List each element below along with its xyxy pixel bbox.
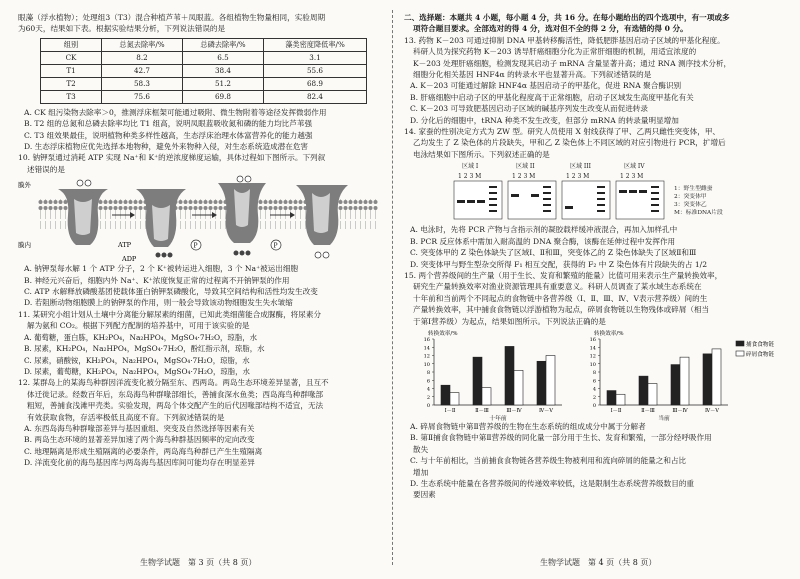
- bar: [482, 388, 491, 405]
- q15-option-d-cont: 要因素: [413, 490, 436, 500]
- q14-option-a: A. 电泳时，先将 PCR 产物与含指示剂的凝胶载样缓冲液混合，再加入加样孔中: [410, 225, 678, 235]
- y-tick-label: 10: [423, 361, 430, 368]
- table-row: [41, 90, 367, 103]
- table-header: 藻类密度降低率/%: [264, 38, 367, 51]
- sodium-ions: [156, 251, 251, 258]
- gel-lanes-label: 1 2 3 M: [566, 173, 590, 181]
- q12-option-a: A. 东西岛海鸟种群喙部差异与基因重组、突变及自然选择等因素有关: [24, 423, 255, 433]
- page-footer-left: 生物学试题 第 3 页（共 8 页）: [140, 558, 257, 567]
- page-footer-right: 生物学试题 第 4 页（共 8 页）: [540, 558, 657, 567]
- q14-stem: 电泳结果如下图所示。下列叙述正确的是: [413, 149, 550, 159]
- y-axis-label: 转换效率/%: [428, 330, 458, 337]
- section-title: 项符合题目要求。全部选对的得 4 分，选对但不全的得 2 分，有选错的得 0 分。: [413, 24, 688, 34]
- x-tick-label: Ⅲ－Ⅳ: [672, 407, 688, 414]
- q14-stem: 14. 家蚕的性别决定方式为 ZW 型。研究人员使用 X 射线获得了甲、乙两只雌性突变体，甲、: [404, 127, 721, 137]
- q13-option-b: B. 肝癌细胞中启动子区的甲基化程度高于正常细胞，启动子区域发生高度甲基化有关: [410, 92, 694, 102]
- panel-title: 当前: [658, 415, 670, 421]
- q10-option-c: C. ATP 水解释放磷酸基团使载体蛋白钠钾泵磷酸化，导致其空间结构和活性均发生改变: [24, 287, 318, 297]
- efficiency-chart-svg: [404, 327, 786, 421]
- table-cell: 75.6: [102, 90, 183, 103]
- legend-swatch: [736, 351, 744, 356]
- efficiency-chart: [404, 327, 786, 421]
- q15-option-d: D. 生态系统中能量在各营养级间的传递效率较低，这是限制生态系统营养级数目的重: [410, 478, 695, 488]
- table-cell: 42.7: [102, 64, 183, 77]
- q12-stem: 有效获取食物，存活率极低且高度不育。下列叙述错误的是: [27, 412, 225, 422]
- x-tick-label: Ⅱ－Ⅲ: [641, 407, 655, 414]
- bar: [546, 355, 555, 405]
- q10-stem: 10. 钠钾泵通过消耗 ATP 实现 Na⁺和 K⁺的逆浓度梯度运输，具体过程如下图所示。下列叙: [18, 153, 326, 163]
- table-cell: 3.1: [264, 51, 367, 64]
- pump-diagram: [18, 175, 380, 263]
- gel-lanes-label: 1 2 3 M: [512, 173, 536, 181]
- q13-stem: 13. 药物 K－203 可通过抑制 DNA 甲基转移酶活性，降低肥胖基因启动子区域的甲基化程度。: [404, 35, 725, 45]
- gel-lanes-label: 1 2 3 M: [458, 173, 482, 181]
- table-header: 总氮去除率/%: [102, 38, 183, 51]
- q12-option-c: C. 地理隔离是形成生殖隔离的必要条件，两岛海鸟种群已产生生殖隔离: [24, 446, 263, 456]
- q9-option-a: A. CK 组污染物去除率＞0，推测浮床框架可能通过吸附、微生物附着等途径发挥微弱作用: [24, 107, 327, 117]
- y-tick-label: 6: [592, 378, 596, 385]
- table-cell: 68.9: [264, 77, 367, 90]
- y-tick-label: 4: [592, 386, 596, 393]
- x-tick-label: Ⅳ－Ⅴ: [538, 407, 554, 414]
- bar: [712, 349, 721, 405]
- table-cell: CK: [41, 51, 102, 64]
- y-tick-label: 12: [423, 353, 430, 360]
- x-tick-label: Ⅱ－Ⅲ: [475, 407, 489, 414]
- table-row: [41, 77, 367, 90]
- q13-stem: K－203 处理肝癌细胞，检测发现其启动子 mRNA 含量显著升高；通过 RNA 测序技术分析，: [413, 58, 732, 68]
- q12-stem: 12. 某群岛上的某海鸟种群因洋流变化被分隔至东、西两岛。两岛生态环境差异显著，且互不: [18, 378, 329, 388]
- q15-stem: 产量转换效率，其中捕食食物链以浮游植物为起点，碎屑食物链以生物残体或碎屑（相当: [413, 305, 710, 315]
- gel-legend-item: 3：突变体乙: [674, 202, 707, 209]
- right-column: [404, 12, 786, 501]
- q11-option-a: A. 葡萄糖，蛋白胨，KH₂PO₄，Na₂HPO₄，MgSO₄·7H₂O，琼脂，水: [24, 332, 257, 342]
- bar: [703, 354, 712, 405]
- table-cell: 6.5: [183, 51, 264, 64]
- adp-label: ADP: [122, 255, 137, 264]
- q13-option-c: C. K－203 可导致肥基因启动子区域的碱基序列发生改变从而促进转录: [410, 104, 648, 114]
- bar: [505, 346, 514, 405]
- phosphate-label: P: [193, 242, 198, 250]
- bar: [514, 370, 523, 405]
- y-tick-label: 12: [589, 353, 596, 360]
- y-tick-label: 0: [592, 402, 596, 409]
- q12-option-b: B. 两岛生态环境的显著差异加速了两个海鸟种群基因频率的定向改变: [24, 435, 255, 445]
- phosphate-label: P: [273, 242, 278, 250]
- bar: [537, 361, 546, 405]
- pump-figure: [18, 175, 380, 263]
- q13-stem: 细胞分化相关基因 HNF4α 的转录水平也显著升高。下列叙述错误的是: [413, 70, 652, 80]
- q11-stem: 解为氨和 CO₂。根据下列配方配制的培养基中，可用于该实验的是: [27, 321, 250, 331]
- legend-swatch: [736, 341, 744, 346]
- y-tick-label: 0: [426, 402, 430, 409]
- gel-diagram: [404, 160, 786, 224]
- q10-option-a: A. 钠钾泵每水解 1 个 ATP 分子，2 个 K⁺被转运进入细胞，3 个 Na⁺被运出细胞: [24, 264, 299, 274]
- table-header: 总磷去除率/%: [183, 38, 264, 51]
- q14-stem: 乙均发生了 Z 染色体的片段缺失，甲和乙 Z 染色体上不同区域的对应引物进行 PCR，扩增后: [413, 138, 726, 148]
- q15-option-c: C. 与十年前相比，当前捕食食物链各营养级生物被利用和流向碎屑的能量之和占比: [410, 456, 687, 466]
- table-cell: 8.2: [102, 51, 183, 64]
- q12-stem: 粗短，善捕食浅滩甲壳类。实验发现，两岛个体交配产生的后代因喙部结构不适宜，无法: [27, 401, 324, 411]
- q11-option-d: D. 尿素，葡萄糖，KH₂PO₄，Na₂HPO₄，MgSO₄·7H₂O，琼脂，水: [24, 366, 250, 376]
- table-cell: 38.4: [183, 64, 264, 77]
- q10-option-d: D. 若阻断动物细胞膜上的钠钾泵的作用，则一般会导致该动物细胞发生失水皱缩: [24, 298, 293, 308]
- legend-label: 捕食食物链: [746, 341, 774, 348]
- table-cell: T3: [41, 90, 102, 103]
- q15-stem: 研究生产量转换效率对渔业资源管理具有重要意义。科研人员调查了某水域生态系统在: [413, 282, 702, 292]
- column-divider: [392, 10, 393, 565]
- outside-label: 膜外: [18, 181, 31, 190]
- gel-legend-item: 2：突变体甲: [674, 194, 707, 201]
- q9-option-c: C. T3 组效果最佳，说明植物种类多样性越高，生态浮床治理水体富营养化的能力越强: [24, 130, 313, 140]
- y-tick-label: 2: [426, 394, 430, 401]
- y-tick-label: 6: [426, 378, 430, 385]
- left-column: [18, 12, 380, 469]
- gel-figure: [404, 160, 786, 224]
- gel-region-label: 区域 II: [516, 163, 535, 171]
- q11-option-c: C. 尿素，硝酸铵，KH₂PO₄，Na₂HPO₄，MgSO₄·7H₂O，琼脂，水: [24, 355, 250, 365]
- bar: [616, 394, 625, 405]
- q15-stem: 十年前和当前两个不同起点的食物链中各营养级（Ⅰ、Ⅱ、Ⅲ、Ⅳ、Ⅴ表示营养级）间的生: [413, 293, 708, 303]
- q9-intro-line: 眼藻（浮水植物）；处理组3（T3）混合种植芦苇＋凤眼蓝。各组植物生物量相同，实验周期: [18, 13, 326, 22]
- table-row: [41, 64, 367, 77]
- q15-option-c-cont: 增加: [413, 467, 429, 477]
- q13-stem: 科研人员为探究药物 K－203 诱导肝癌细胞分化为正常肝细胞的机制，用适宜浓度的: [413, 47, 697, 57]
- q9-option-d: D. 生态浮床植物应优先选择本地物种，避免外来物种入侵，对生态系统造成潜在危害: [24, 142, 309, 152]
- legend-label: 碎屑食物链: [746, 351, 774, 358]
- q10-stem: 述错误的是: [27, 164, 65, 174]
- bar: [450, 393, 459, 405]
- gel-lanes-label: 1 2 3 M: [620, 173, 644, 181]
- q9-intro-line: 为60天，结果如下表。根据实验结果分析，下列说法错误的是: [18, 24, 226, 34]
- bar: [473, 357, 482, 405]
- q9-option-b: B. T2 组的总氮和总磷去除率均比 T1 组高，说明凤眼蓝吸收氮和磷的能力均比芦苇强: [24, 119, 313, 129]
- table-cell: T2: [41, 77, 102, 90]
- x-tick-label: Ⅳ－Ⅴ: [704, 407, 720, 414]
- table-row: [41, 51, 367, 64]
- q15-option-b: B. 第Ⅱ捕食食物链中第Ⅱ营养级的同化量一部分用于生长、发育和繁殖，一部分经呼吸作用: [410, 433, 712, 443]
- table-cell: 51.2: [183, 77, 264, 90]
- gel-region-label: 区域 IV: [624, 163, 645, 171]
- y-tick-label: 4: [426, 386, 430, 393]
- q15-option-b-cont: 散失: [413, 444, 429, 454]
- panel-title: 十年前: [489, 415, 507, 421]
- y-tick-label: 16: [423, 336, 430, 343]
- x-tick-label: Ⅲ－Ⅳ: [506, 407, 522, 414]
- bar: [441, 385, 450, 405]
- bar: [639, 376, 648, 405]
- y-tick-label: 10: [589, 361, 596, 368]
- q14-option-d: D. 突变体甲与野生型杂交所得 F₁ 相互交配，获得的 F₂ 中 Z 染色体有片段缺失的占 1/2: [410, 259, 708, 269]
- table-header: 组别: [41, 38, 102, 51]
- gel-region-label: 区域 III: [570, 163, 592, 171]
- q11-option-b: B. 尿素，KH₂PO₄，Na₂HPO₄，MgSO₄·7H₂O，酚红指示剂，琼脂，水: [24, 344, 265, 354]
- q14-option-b: B. PCR 反应体系中需加入耐高温的 DNA 聚合酶，该酶在延伸过程中发挥作用: [410, 236, 676, 246]
- gel-legend-item: 1：野生型雌蚕: [674, 186, 713, 193]
- q15-option-a: A. 碎屑食物链中第Ⅱ营养级的生物在生态系统的组成成分中属于分解者: [410, 421, 646, 431]
- q15-stem: 15. 两个营养级间的生产量（用于生长、发育和繁殖的能量）比值可用来表示生产量转换效率，: [404, 270, 723, 280]
- q11-stem: 11. 某研究小组计划从土壤中分离能分解尿素的细菌，已知此类细菌能合成脲酶，将尿素分: [18, 309, 322, 319]
- inside-label: 膜内: [18, 241, 31, 250]
- y-tick-label: 14: [423, 345, 430, 352]
- bar: [648, 383, 657, 404]
- q12-stem: 体迁徙记录。经数百年后，东岛海鸟种群喙部细长，善捕食深水鱼类；西岛海鸟种群喙部: [27, 389, 324, 399]
- q12-option-d: D. 洋流变化前的海鸟基因库与两岛海鸟基因库间可能均存在明显差异: [24, 458, 255, 468]
- bar: [671, 365, 680, 405]
- table-cell: 58.3: [102, 77, 183, 90]
- q13-option-a: A. K－203 可能通过解除 HNF4α 基因启动子的甲基化，促进 RNA 聚合酶识别: [410, 81, 682, 91]
- atp-label: ATP: [118, 241, 132, 250]
- results-table: [40, 38, 367, 104]
- table-cell: 55.6: [264, 64, 367, 77]
- y-tick-label: 14: [589, 345, 596, 352]
- y-tick-label: 16: [589, 336, 596, 343]
- section-title: 二、选择题：本题共 4 小题，每小题 4 分，共 16 分。在每小题给出的四个选项中，有一项或多: [404, 13, 730, 22]
- x-tick-label: Ⅰ－Ⅱ: [444, 407, 456, 414]
- y-tick-label: 8: [592, 369, 596, 376]
- y-axis-label: 转换效率/%: [594, 330, 624, 337]
- y-tick-label: 8: [426, 369, 430, 376]
- q13-option-d: D. 分化后的细胞中，tRNA 种类不发生改变，但部分 mRNA 的转录量明显增加: [410, 115, 679, 125]
- bar: [680, 357, 689, 405]
- table-cell: 69.8: [183, 90, 264, 103]
- q10-option-b: B. 神经元兴奋后，细胞内外 Na⁺、K⁺浓度恢复正常的过程离不开钠钾泵的作用: [24, 275, 290, 285]
- table-cell: 82.4: [264, 90, 367, 103]
- table-cell: T1: [41, 64, 102, 77]
- gel-region-label: 区域 I: [462, 163, 479, 171]
- y-tick-label: 2: [592, 394, 596, 401]
- bar: [607, 391, 616, 405]
- q15-stem: 于第Ⅰ营养级）为起点，结果如图所示。下列说法正确的是: [413, 316, 606, 326]
- gel-legend-item: M：标准DNA片段: [674, 210, 723, 217]
- q14-option-c: C. 突变体甲的 Z 染色体缺失了区域Ⅰ、Ⅱ和Ⅲ，突变体乙的 Z 染色体缺失了区域Ⅱ和Ⅲ: [410, 248, 697, 258]
- x-tick-label: Ⅰ－Ⅱ: [610, 407, 622, 414]
